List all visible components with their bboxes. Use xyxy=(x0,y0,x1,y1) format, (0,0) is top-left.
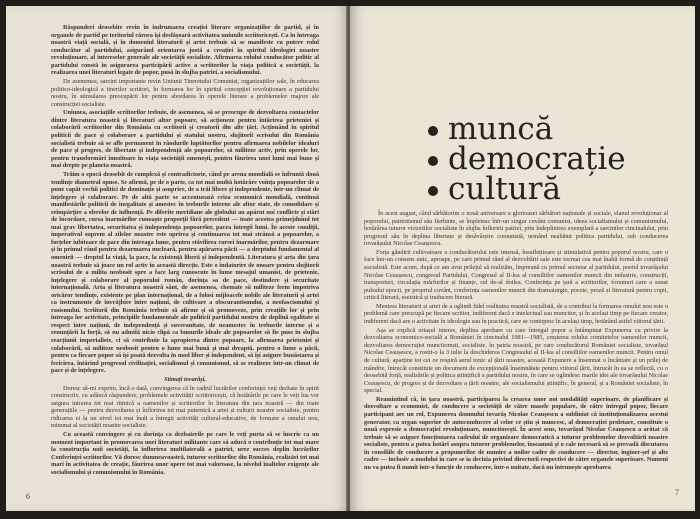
title-line xyxy=(428,171,678,207)
section-heading: Stimați tovarăși, xyxy=(164,375,206,383)
paragraph: Răspunderi deosebite revin în îndrumarea creației literare organizațiilor de partid, și în organele de partid pe teritoriul cărora își desfășoară activitatea uniunile scriitoricești. Ca în întreaga noastră viață socială, și în domeniul literaturii și artei trebuie să se manifeste cu putere rolul conducător al partidului, asigurând orientarea justă a creației în spiritul ideologiei noastre revoluționare, al intereselor generale ale societății socialiste. Afirmarea rolului conducător politic al partidului constă în asigurarea participării active a scriitorilor la viața politică a societății, la realizarea unei literaturi legate de popor, pusă în slujba patriei, a socialismului. xyxy=(51,24,319,77)
bullet-icon xyxy=(428,186,438,196)
paragraph: Forța gândirii cultivatoare a conducătorului este imensă, însuflețitoare și stimulativă pentru poporul nostru, care o face într-un consens unic, aproape, pe care primul rând al dezvoltării sale este tocmai cea mai înaltă formă de conștiință socialistă. Este acum, după ce am avut prilejul să realizăm, împreună cu primul secretar al partidului, poetul tovarășului Nicolae Ceaușescu, congresul Partidului, Congresul al II-lea al consiliilor oamenilor muncii din industrie, construcții, transporturi, circulația mărfurilor și finanțe, cel de-al doilea. Conferința pe țară a scriitorilor, forumuri care a sunat pulsului epocii, pe propriul cuvânt, conferința oamenilor muncii din dramaturgie, poezie, proză și literatură pentru copii, critică literară, eseistică și traducere literară. xyxy=(364,248,668,302)
right-text-column xyxy=(364,210,668,473)
paragraph: Așa se explică uriașul interes, deplina aprobare cu care întregul popor a întâmpinat Expunerea cu privire la dezvoltarea economico-socială a României în cincinalul 1981—1985, creșterea rolului comitetelor oamenilor muncii, dezvoltarea democrației muncitorești, socialiste, în patria noastră, pe care conducătorul României socialiste, tovarășul Nicolae Ceaușescu, a rostit-o la 3 iulie la deschiderea Congresului al II-lea al consiliilor oamenilor muncii. Pentru omul de cultură, aparține tot cei ce respiră aerul tonic al țării noastre, această Expunere a însemnat o încântare și un prilej de mândrie, întrucât constituie un document de excepțională însemnătate pentru viitorul țării, întrucât în ea se reflectă, cu o deosebită forță, realizările și politica științifică a partidului nostru, în care se oglindesc marile idei ale tovarășului Nicolae Ceaușescu, de progres și de dezvoltare a țării noastre, ale socialismului științific, în general, și a României socialiste, în special. xyxy=(364,326,668,395)
page-number: 7 xyxy=(675,488,679,497)
paragraph: Menirea literaturii și artei de a oglindi fidel realitatea noastră socialistă, de a contribui la formarea omului nou este o problemă care preocupă pe fiecare scriitor, indiferent dacă e intelectual sau muncitor, și în același timp pe fiecare creator, indiferent dacă are o activitate în ideologie sau în practică, care se contopesc în același timp, hotărând astfel viitorul țării. xyxy=(364,302,668,326)
left-page xyxy=(6,6,348,511)
title-word: cultură xyxy=(448,171,561,207)
paragraph: De asemenea, sarcini importante revin Uniunii Tineretului Comunist, organizațiilor sale, în educarea politico-ideologică a tinerilor scriitori, în formarea lor în spiritul concepției revoluționare a partidului nostru, în stimularea preocupării lor pentru abordarea în operele literare a problemelor majore ale construcției socialiste. xyxy=(51,78,319,108)
right-page xyxy=(350,6,695,511)
paragraph: Trăim o epocă deosebit de complexă și contradictorie, când pe arena mondială se înfruntă două tendințe diametral opuse. Se afirmă, pe de o parte, ca tot mai multă hotărâre voința popoarelor de a pune capăt vechii politici de dominație și asuprire, de a trăi libere și independente, într-un climat de înțelegere și colaborare. Pe de altă parte se accentuează criza economică mondială, continuă manifestările politicii de inegalitate și amestec în treburile interne ale altor state, de consolidare și reîmpărțire a sferelor de influență. Pe diferite meridiane ale globului au apărut noi conflicte și stări de încordare, cursa înarmărilor cunoaște proporții fără precedent — toate acestea primejduind tot mai grav libertatea, securitatea și independența popoarelor, pacea întregii lumi. În aceste condiții, imperativul suprem al zilelor noastre este oprirea și continuarea tot mai strânsă a popoarelor, a forțelor iubitoare de pace din întreaga lume, pentru stăvilirea cursei înarmărilor, pentru dezarmare și în primul rând pentru dezarmarea nucleară, pentru apărarea păcii — a dreptului fundamental al omenirii — dreptul la viață, la pace, la existență liberă și independentă. Literatura și arta din țara noastră trebuie să joace un rol activ în această direcție. Este o îndatorire de onoare pentru slujitorii scrisului de a milita neobosit spre a face larg cunoscute în lume mesajul umanist, de prietenie, înțelegere și colaborare al poporului român, dorința sa de pace, destindere și securitate internațională. Arta și literatura noastră sânt, de asemenea, chemate să militeze ferm împotriva oricăror tendințe, existente pe plan internațional, de a folosi mijloacele nobile ale literaturii și artei ca instrumente de învrăjbire între națiuni, de cultivare a obscurantismului, a neofascismului și rasismului. Scriitorii din România trebuie să afirme și să promoveze, prin creațiile lor și prin întreaga lor activitate, principiile fundamentale ale politicii partidului nostru de deplină egalitate și respect între națiuni, de independență și suveranitate, de neamestec în treburile interne și a renunțării la forță, să nu admită nicio clipă ca bunurile ideale ale popoarelor să fie puse în slujba reacțiunii imperialiste, ci să contribuie la apropierea dintre popoare, la afirmarea prieteniei și colaborării, să militeze neobosit pentru o lume mai bună și mai dreaptă, pentru o lume a păcii, pentru ca fiecare popor să își poată dezvolta în mod liber și independent, să își asigure bunăstarea și fericirea, întărind progresul civilizației, socialismul și comunismul, să se realizeze într-un climat de pace și de înțelegere. xyxy=(51,170,319,375)
paragraph: Doresc să-mi exprim, încă o dată, convingerea că în cadrul lucrărilor conferinței veți dezbate în spirit constructiv, cu adâncă răspundere, problemele activității scriitoricești, că hotărârile pe care le veți lua vor asigura intrarea tot mai ritmică a oamenilor și scriitorilor în literatura din țara noastră — din toate generațiile — pentru dezvoltarea și înflorirea tot mai puternică a artei și culturii noastre socialiste, pentru ridicarea ei la un nivel tot mai înalt a întregii activități cultural-educative, de formare a omului nou, minunat al societății noastre socialiste. xyxy=(51,384,319,430)
title-line xyxy=(428,141,678,177)
paragraph: În acest august, când sărbătorim o nouă aniversare a glorioasei sărbători naționale și sociale, elanul revoluționar al poporului, patriotismul său fierbinte, se împletesc într-un singur cuvânt comunist, ideea socialismului și comunismului, hotărârea tuturor victoriilor socialiste în slujba înfloririi patriei, prin îndeplinirea exemplară a sarcinilor cincinalului, prin progresul său în deplina libertate și desăvârșire comunistă, urmând neabătut politica partidului, sub conducerea tovarășului Nicolae Ceaușescu. xyxy=(364,210,668,248)
title-word: muncă xyxy=(448,111,554,147)
bullet-icon xyxy=(428,156,438,166)
title-block xyxy=(428,111,678,207)
title-word: democrație xyxy=(448,141,626,177)
bullet-icon xyxy=(428,126,438,136)
page-number: 6 xyxy=(26,492,30,501)
title-line xyxy=(428,111,678,147)
paragraph: Cu această convingere și cu dorința ca dezbaterile pe care le veți purta să se înscrie ca un moment important în promovarea unei literaturi militante care să aducă o contribuție tot mai mare la construcția noii societăți, la înflorirea multilaterală a patriei, urez succes deplin lucrărilor Conferinței scriitorilor. Vă doresc dumneavoastră, tuturor scriitorilor din România, realizări tot mai mari în activitatea de creație, făurirea unor opere tot mai valoroase, la nivelul înaltelor exigențe ale socialismului și comunismului în România. xyxy=(51,431,319,476)
left-text-column xyxy=(51,24,319,478)
paragraph: Uniunea, asociațiile scriitorilor trebuie, de asemenea, să se preocupe de dezvoltarea contactelor dintre literatura noastră și literaturi altor popoare, să acționeze pentru întărirea prieteniei și colaborării scriitorilor din România cu scriitorii și creatorii din alte țări. Acționând în spiritul politicii de pace și colaborare a partidului și statului nostru, slujitorii scrisului din România socialistă trebuie să se afle permanent în rândurile luptătorilor pentru afirmarea nobilelor idealuri de pace și progres, de libertate și independență ale popoarelor, să militeze activ, prin operele lor, pentru transformări înnoitoare în viața societății omenești, pentru făurirea unei lumi mai bune și mai drepte pe planeta noastră. xyxy=(51,109,319,170)
paragraph: Reamintind că, în țara noastră, participarea la crearea unor noi modalități superioare, de planificare și dezvoltare a economiei, de conducere a societății de către masele populare, de către întregul popor, fiecare participant are un rol, Expunerea domnului tovarăș Nicolae Ceaușescu a subliniat că instituționalizarea acestui generator, ca organ superior de autoconducere al celor ce știu și muncesc, al democrației proletare, constituie o nouă expresie a democrației revoluționare, muncitorești. În acest sens, tovarășul Nicolae Ceaușescu a arătat că trebuie să se asigure funcționarea cadrului de organizare democratică a tuturor problemelor dezvoltării noastre socialiste, pentru a putea hotărî asupra tuturor problemelor, înseamnă și o cale necesară să se prevadă discutarea în consiliile de conducere a propunerilor de numire a noilor cadre de conducere — director, inginer-șef și alte cadre — inclusiv a modului în care se ia decizia privind directorii respectivi de către organele superioare. Numeni nu va putea fi numit într-o funcție de conducere, într-o unitate, dacă nu întrunește aprobarea xyxy=(364,395,668,471)
